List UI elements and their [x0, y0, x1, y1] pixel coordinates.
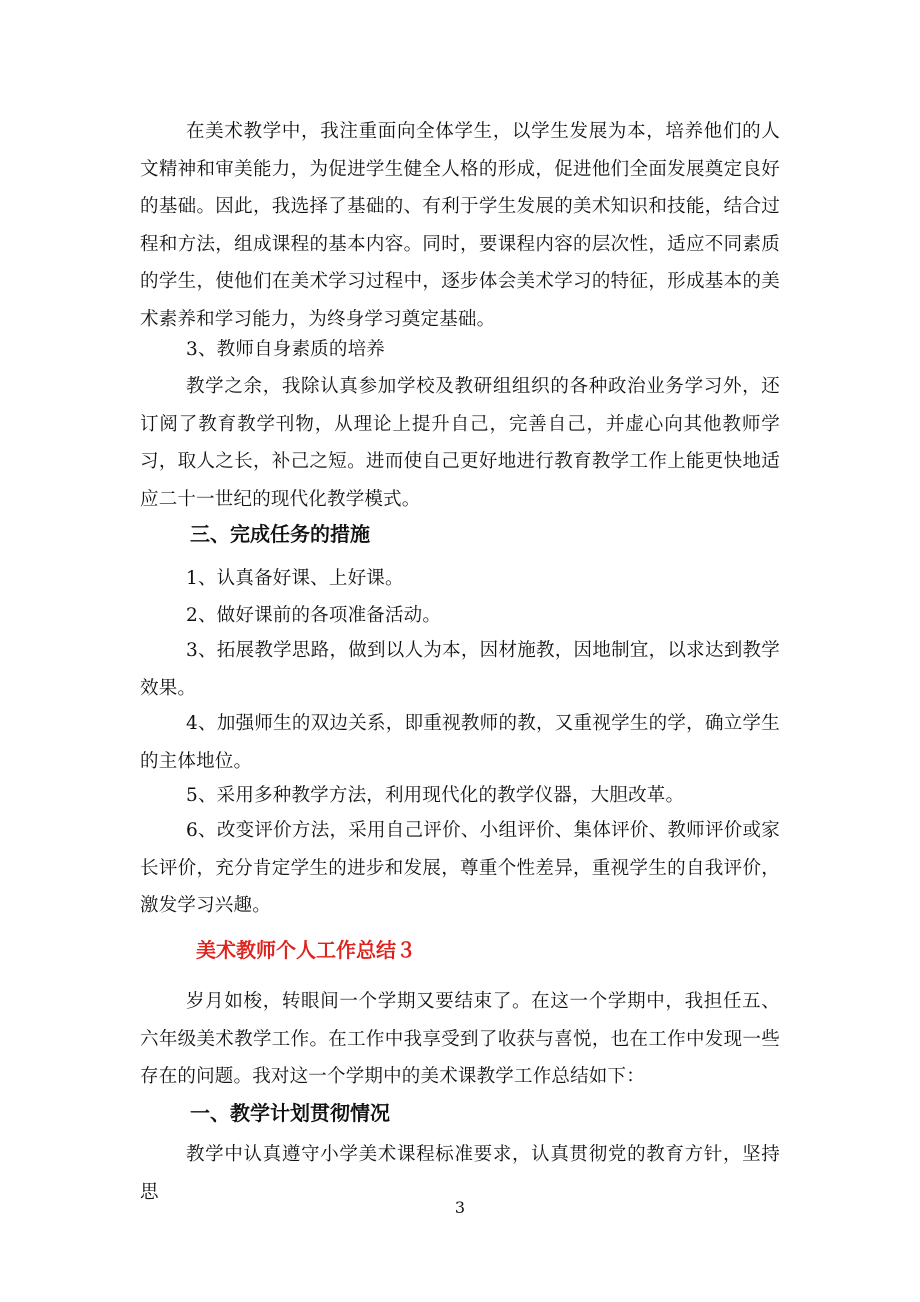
- measure-item-2: 2、做好课前的各项准备活动。: [186, 605, 442, 626]
- measure-item-5: 5、采用多种教学方法，利用现代化的教学仪器，大胆改革。: [186, 785, 685, 806]
- section-heading-plan: 一、教学计划贯彻情况: [190, 1101, 390, 1125]
- measure-item-1: 1、认真备好课、上好课。: [186, 568, 404, 589]
- paragraph-intro: 岁月如梭，转眼间一个学期又要结束了。在这一个学期中，我担任五、六年级美术教学工作。在工作中我享受到了收获与喜悦，也在工作中发现一些存在的问题。我对这一个学期中的美术课教学工作总结如下：: [140, 991, 780, 1087]
- measure-item-4: 4、加强师生的双边关系，即重视教师的教，又重视学生的学，确立学生的主体地位。: [140, 713, 780, 772]
- paragraph-self-study: 教学之余，我除认真参加学校及教研组组织的各种政治业务学习外，还订阅了教育教学刊物，从理论上提升自己，完善自己，并虚心向其他教师学习，取人之长，补己之短。进而使自己更好地进行教育教学工作上能更快地适应二十一世纪的现代化教学模式。: [140, 376, 780, 510]
- subheading-teacher-quality: 3、教师自身素质的培养: [186, 339, 385, 360]
- paragraph-plan-start: 教学中认真遵守小学美术课程标准要求，认真贯彻党的教育方针，坚持思: [140, 1144, 780, 1203]
- measure-item-3: 3、拓展教学思路，做到以人为本，因材施教，因地制宜，以求达到教学效果。: [140, 640, 780, 699]
- section-heading-measures: 三、完成任务的措施: [190, 522, 370, 546]
- paragraph-art-teaching: 在美术教学中，我注重面向全体学生，以学生发展为本，培养他们的人文精神和审美能力，为促进学生健全人格的形成，促进他们全面发展奠定良好的基础。因此，我选择了基础的、有利于学生发展的美术知识和技能，结合过程和方法，组成课程的基本内容。同时，要课程内容的层次性，适应不同素质的学生，使他们在美术学习过程中，逐步体会美术学习的特征，形成基本的美术素养和学习能力，为终身学习奠定基础。: [140, 121, 780, 330]
- page-number: 3: [454, 1198, 466, 1217]
- measure-item-6: 6、改变评价方法，采用自己评价、小组评价、集体评价、教师评价或家长评价，充分肯定学生的进步和发展，尊重个性差异，重视学生的自我评价，激发学习兴趣。: [140, 820, 780, 916]
- document-title-3: 美术教师个人工作总结３: [196, 938, 416, 962]
